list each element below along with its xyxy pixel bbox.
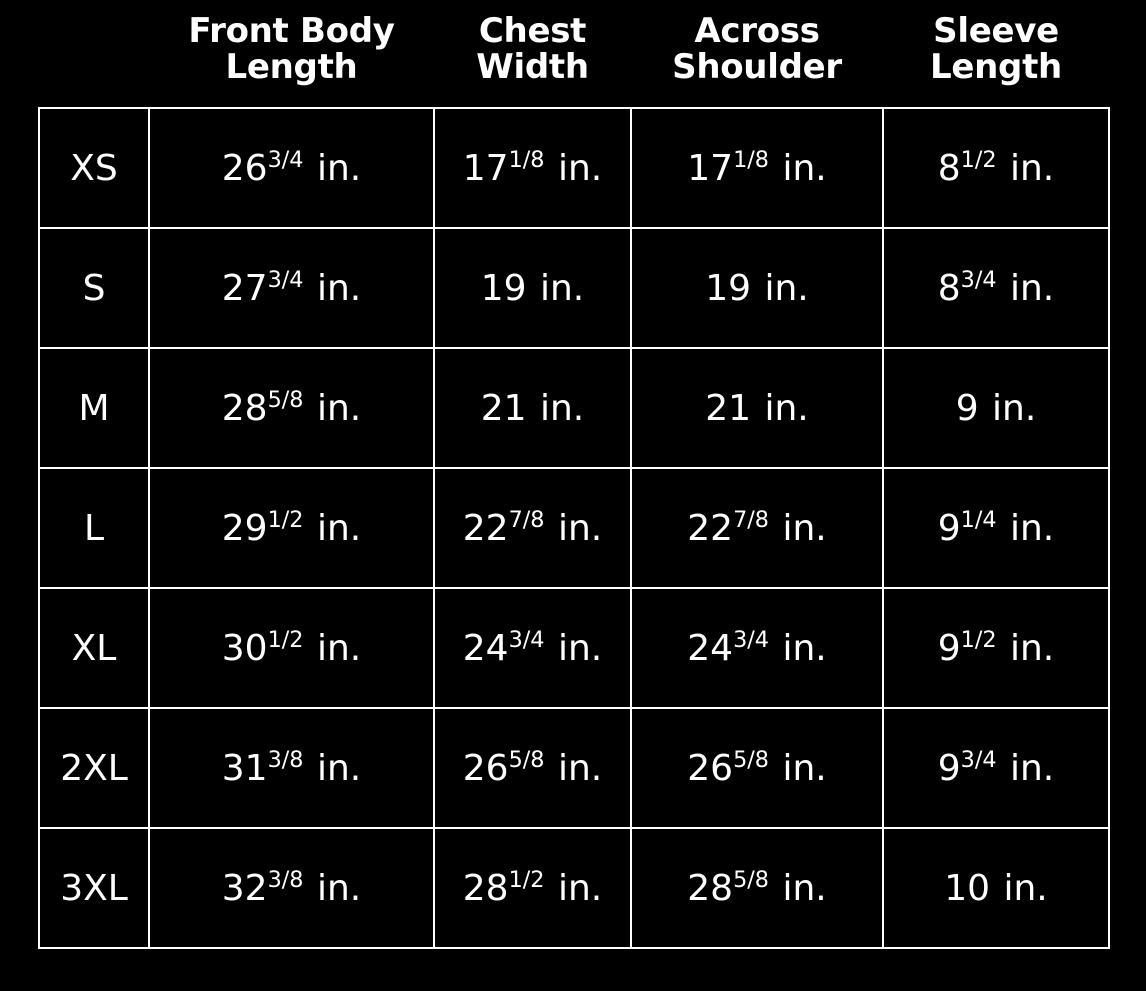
measurement-unit: in. [305,147,362,189]
measurement-fraction: 3/4 [508,626,545,653]
measurement-whole: 28 [687,867,734,909]
measurement-whole: 31 [221,747,268,789]
measurement-cell-chest-width [434,708,631,828]
measurement-unit: in. [528,387,585,429]
header-chest-width: Chest Width [434,0,631,108]
measurement-unit: in. [305,387,362,429]
measurement-whole: 26 [687,747,734,789]
size-label-cell: 2XL [39,708,149,828]
measurement-fraction: 5/8 [508,746,545,773]
measurement-unit: in. [546,147,603,189]
table-row [39,348,1109,468]
measurement-whole: 28 [221,387,268,429]
measurement-fraction: 1/2 [508,866,545,893]
table-row [39,708,1109,828]
table-row [39,108,1109,228]
measurement-cell-across-shoulder [631,228,883,348]
measurement-cell-across-shoulder [631,588,883,708]
measurement-fraction: 1/8 [508,146,545,173]
measurement-cell-sleeve-length [883,348,1109,468]
measurement-whole: 8 [937,147,961,189]
measurement-fraction: 1/4 [960,506,997,533]
table-row [39,228,1109,348]
measurement-unit: in. [771,627,827,669]
measurement-cell-sleeve-length [883,468,1109,588]
measurement-whole: 19 [705,267,752,309]
measurement-whole: 9 [955,387,979,429]
measurement-whole: 27 [221,267,268,309]
measurement-whole: 17 [687,147,734,189]
measurement-unit: in. [753,267,809,309]
size-label-cell: XS [39,108,149,228]
measurement-unit: in. [992,867,1048,909]
measurement-cell-sleeve-length [883,708,1109,828]
measurement-whole: 26 [462,747,509,789]
measurement-fraction: 3/4 [960,746,997,773]
measurement-unit: in. [771,747,827,789]
measurement-unit: in. [771,147,827,189]
measurement-cell-sleeve-length [883,108,1109,228]
measurement-fraction: 7/8 [508,506,545,533]
measurement-fraction: 5/8 [733,746,769,773]
measurement-cell-front-body-length [149,588,434,708]
measurement-whole: 22 [462,507,509,549]
size-label-cell: L [39,468,149,588]
measurement-cell-sleeve-length [883,828,1109,948]
measurement-cell-across-shoulder [631,348,883,468]
measurement-unit: in. [998,147,1055,189]
measurement-whole: 22 [687,507,734,549]
measurement-unit: in. [980,387,1037,429]
table-body [39,108,1109,948]
header-row [39,0,1109,108]
size-label-cell: S [39,228,149,348]
measurement-whole: 29 [221,507,268,549]
measurement-cell-chest-width [434,828,631,948]
header-sleeve-length: Sleeve Length [883,0,1109,108]
table-header [39,0,1109,108]
measurement-cell-front-body-length [149,828,434,948]
measurement-fraction: 3/4 [960,266,997,293]
measurement-whole: 17 [462,147,509,189]
measurement-fraction: 1/2 [267,506,304,533]
measurement-fraction: 1/8 [733,146,769,173]
measurement-whole: 10 [944,867,991,909]
measurement-fraction: 1/2 [267,626,304,653]
measurement-cell-front-body-length [149,348,434,468]
measurement-cell-chest-width [434,348,631,468]
measurement-fraction: 3/4 [267,146,304,173]
size-label-cell: XL [39,588,149,708]
measurement-unit: in. [546,867,603,909]
header-corner [39,0,149,108]
measurement-unit: in. [546,507,603,549]
measurement-fraction: 3/4 [267,266,304,293]
measurement-unit: in. [528,267,585,309]
measurement-unit: in. [998,507,1055,549]
measurement-whole: 28 [462,867,509,909]
measurement-whole: 24 [687,627,734,669]
measurement-whole: 9 [937,747,961,789]
measurement-cell-sleeve-length [883,228,1109,348]
measurement-unit: in. [546,627,603,669]
measurement-unit: in. [998,747,1055,789]
measurement-unit: in. [771,507,827,549]
measurement-cell-front-body-length [149,468,434,588]
measurement-fraction: 1/2 [960,146,997,173]
measurement-fraction: 3/8 [267,746,304,773]
measurement-cell-sleeve-length [883,588,1109,708]
size-chart-table [38,0,1110,949]
measurement-cell-chest-width [434,588,631,708]
measurement-whole: 24 [462,627,509,669]
measurement-cell-across-shoulder [631,708,883,828]
measurement-cell-chest-width [434,108,631,228]
table-row [39,588,1109,708]
measurement-whole: 21 [480,387,527,429]
table-row [39,468,1109,588]
measurement-whole: 26 [221,147,268,189]
measurement-fraction: 3/8 [267,866,304,893]
measurement-unit: in. [305,627,362,669]
measurement-cell-chest-width [434,228,631,348]
measurement-whole: 19 [480,267,527,309]
measurement-fraction: 7/8 [733,506,769,533]
measurement-unit: in. [305,267,362,309]
measurement-unit: in. [998,267,1055,309]
measurement-whole: 9 [937,627,961,669]
measurement-whole: 30 [221,627,268,669]
measurement-cell-front-body-length [149,228,434,348]
size-label-cell: 3XL [39,828,149,948]
size-label-cell: M [39,348,149,468]
measurement-unit: in. [305,507,362,549]
measurement-unit: in. [305,747,362,789]
measurement-whole: 9 [937,507,961,549]
measurement-unit: in. [998,627,1055,669]
measurement-unit: in. [753,387,809,429]
measurement-cell-across-shoulder [631,108,883,228]
table-row [39,828,1109,948]
measurement-fraction: 1/2 [960,626,997,653]
measurement-fraction: 5/8 [267,386,304,413]
measurement-cell-across-shoulder [631,828,883,948]
measurement-cell-across-shoulder [631,468,883,588]
measurement-fraction: 5/8 [733,866,769,893]
measurement-cell-front-body-length [149,708,434,828]
measurement-unit: in. [546,747,603,789]
measurement-cell-front-body-length [149,108,434,228]
header-front-body-length: Front Body Length [149,0,434,108]
measurement-fraction: 3/4 [733,626,769,653]
measurement-whole: 8 [937,267,961,309]
measurement-whole: 32 [221,867,268,909]
measurement-cell-chest-width [434,468,631,588]
measurement-unit: in. [305,867,362,909]
header-across-shoulder: Across Shoulder [631,0,883,108]
measurement-unit: in. [771,867,827,909]
measurement-whole: 21 [705,387,752,429]
